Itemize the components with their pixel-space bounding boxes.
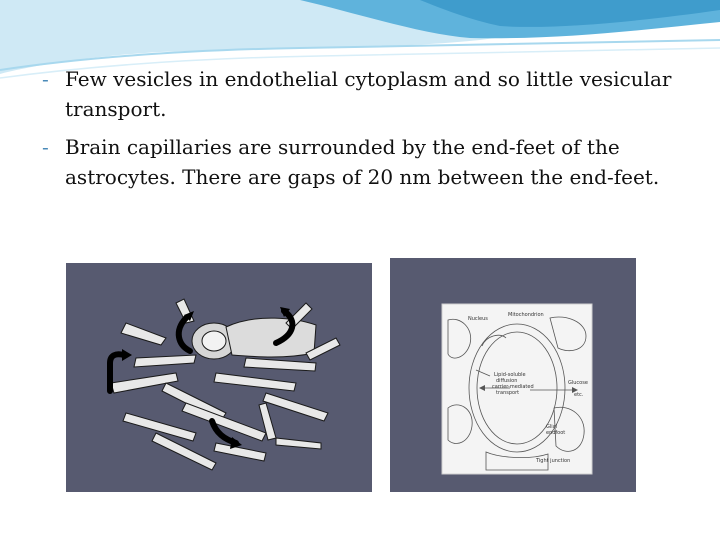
astrocyte-image-panel bbox=[66, 263, 372, 492]
label-glucose: Glucose bbox=[568, 380, 588, 386]
capillary-diagram-panel bbox=[390, 258, 636, 492]
astrocyte-illustration bbox=[66, 263, 372, 492]
bullet-marker: - bbox=[42, 135, 49, 159]
label-transport-1: Lipid-soluble bbox=[494, 372, 526, 378]
bullet-marker: - bbox=[42, 67, 49, 91]
label-transport-2: diffusion bbox=[496, 378, 518, 384]
capillary-diagram bbox=[390, 258, 636, 492]
label-transport-4: transport bbox=[496, 390, 520, 396]
label-glial: Glial bbox=[546, 424, 558, 430]
label-transport-3: carrier-mediated bbox=[492, 384, 534, 390]
label-tight-junction: Tight junction bbox=[536, 458, 571, 464]
bullet-item bbox=[40, 132, 690, 192]
bullet-list bbox=[40, 64, 690, 200]
label-glucose-etc: etc. bbox=[574, 392, 584, 398]
label-nucleus: Nucleus bbox=[468, 316, 488, 322]
bullet-text: Brain capillaries are surrounded by the end-feet of the astrocytes. There are gaps of 20 nm between the end-feet. bbox=[65, 135, 660, 189]
label-endfoot: endfoot bbox=[546, 430, 566, 436]
label-mitochondrion: Mitochondrion bbox=[508, 312, 544, 318]
bullet-item bbox=[40, 64, 690, 124]
bullet-text: Few vesicles in endothelial cytoplasm and so little vesicular transport. bbox=[65, 67, 672, 121]
